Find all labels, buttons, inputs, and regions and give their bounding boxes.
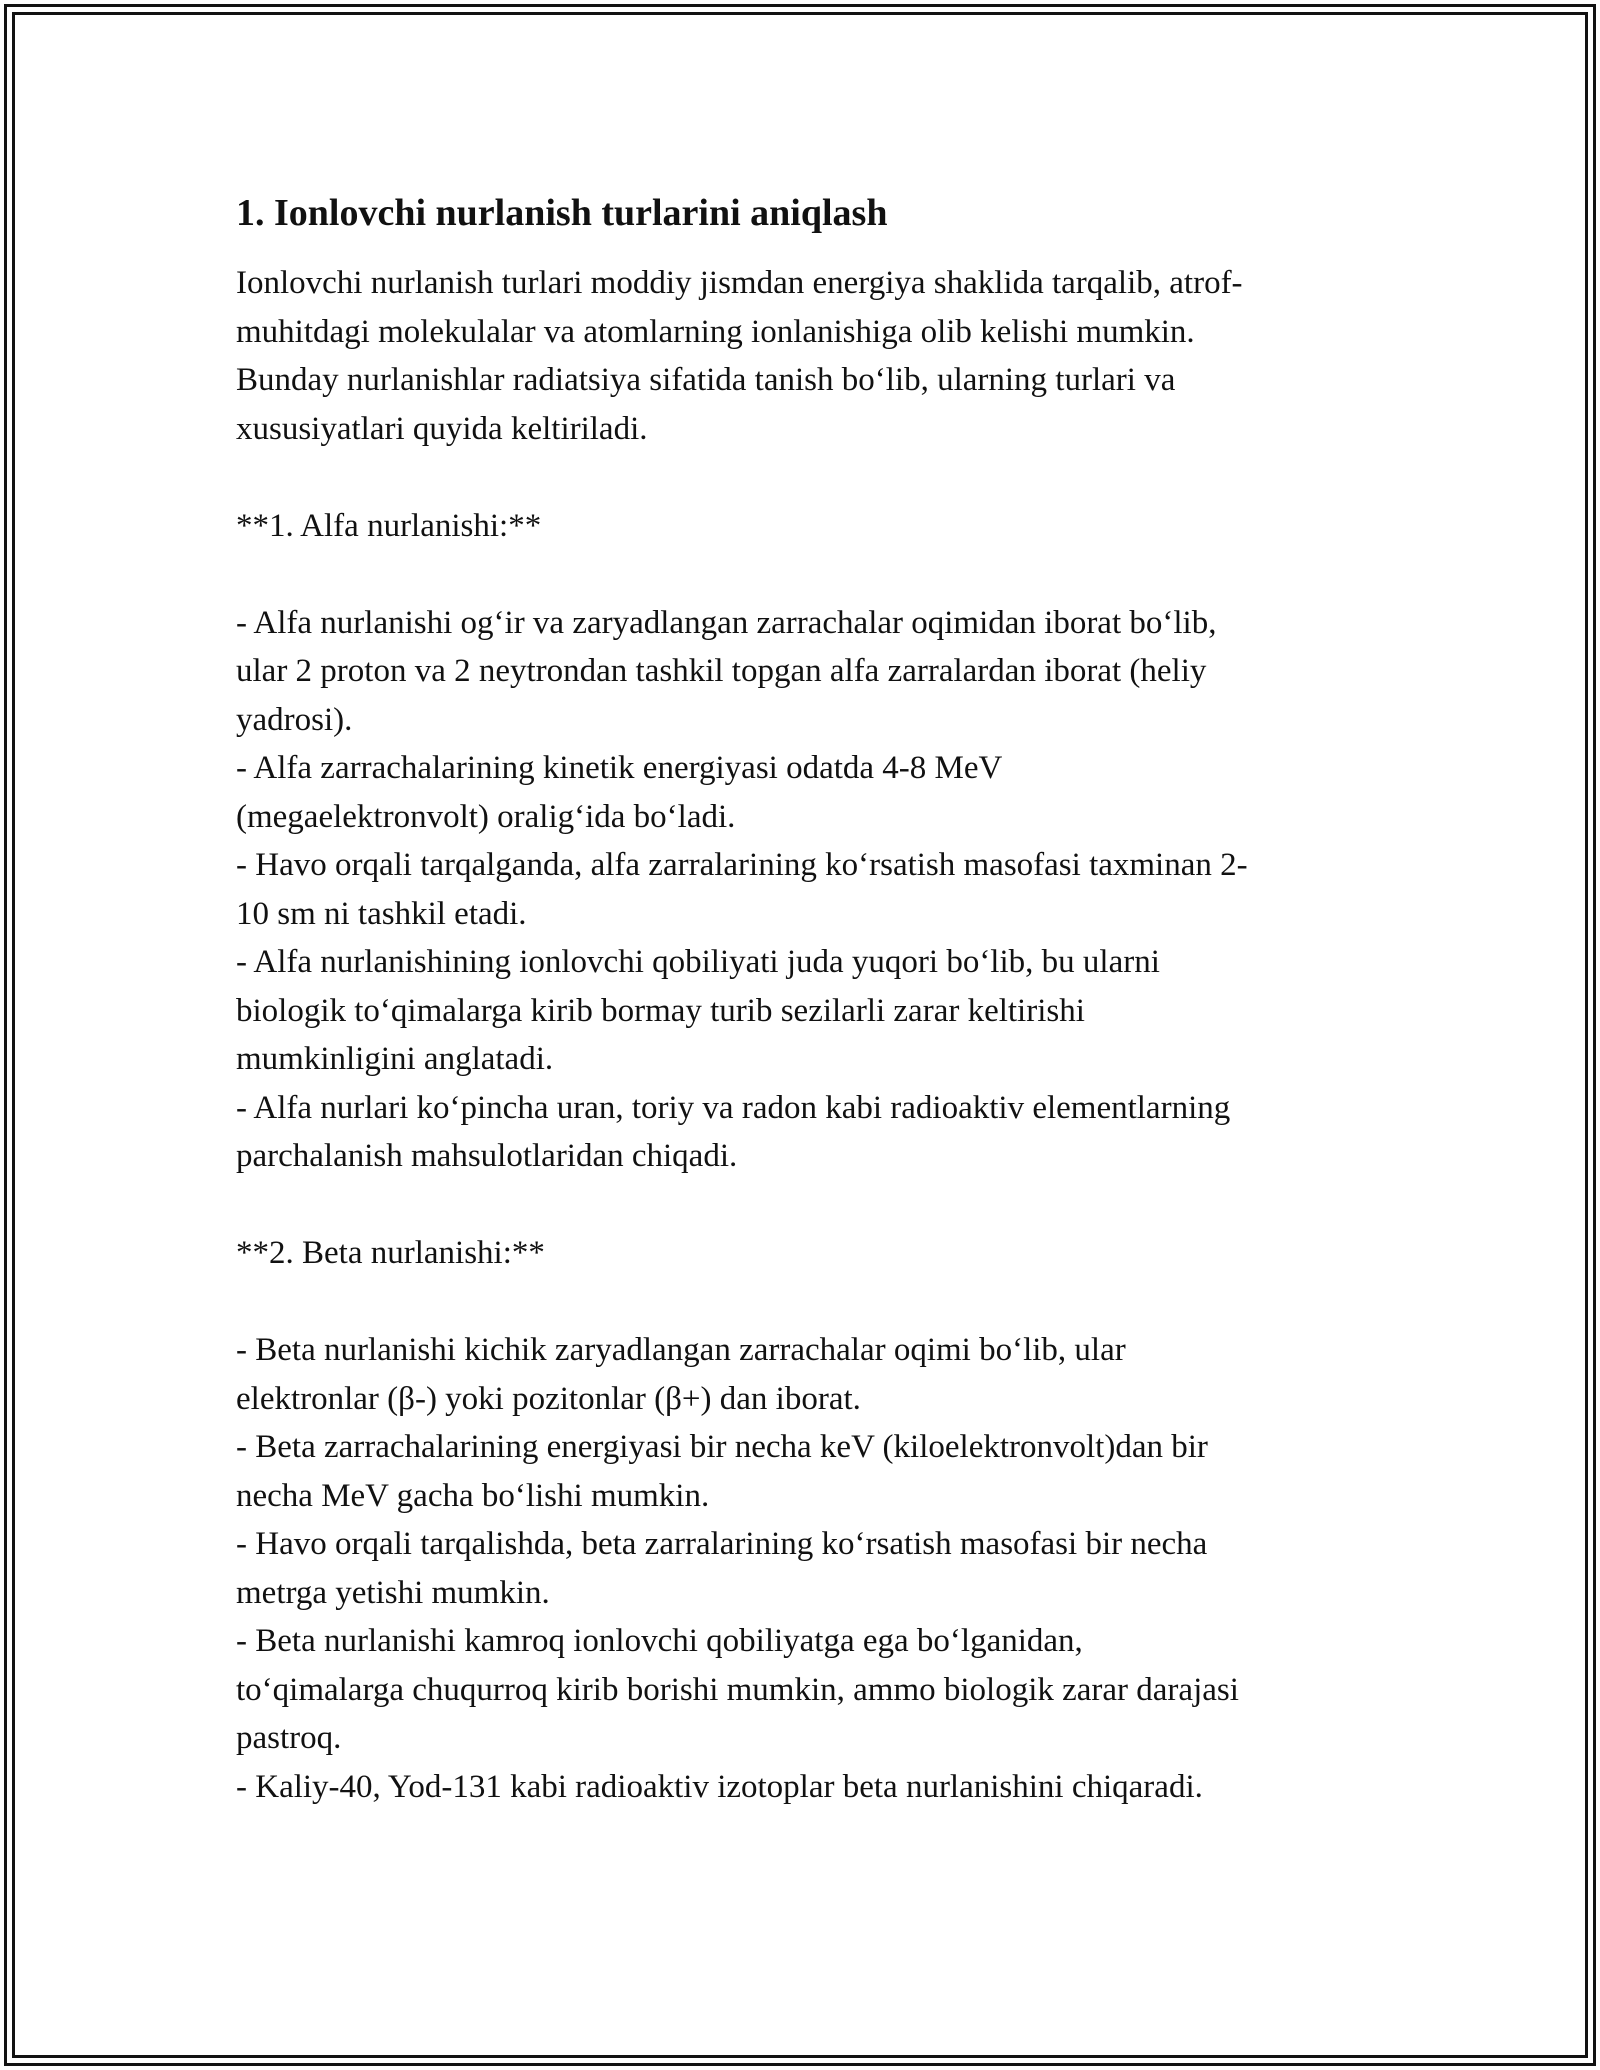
alfa-line: mumkinligini anglatadi. xyxy=(236,1041,554,1077)
blank-line xyxy=(236,453,1376,502)
alfa-line: - Alfa nurlari ko‘pincha uran, toriy va radon kabi radioaktiv elementlarning xyxy=(236,1089,1231,1126)
beta-list xyxy=(236,1326,1376,1811)
beta-line: elektronlar (β-) yoki pozitonlar (β+) dan iborat. xyxy=(236,1380,861,1417)
blank-line xyxy=(236,1181,1376,1230)
section-heading-alfa: **1. Alfa nurlanishi:** xyxy=(236,507,542,544)
alfa-line: - Alfa zarrachalarining kinetik energiyasi odatda 4-8 MeV xyxy=(236,750,1003,786)
intro-line: xususiyatlari quyida keltiriladi. xyxy=(236,410,648,447)
beta-line: - Havo orqali tarqalishda, beta zarralarining ko‘rsatish masofasi bir necha xyxy=(236,1526,1208,1562)
beta-line: to‘qimalarga chuqurroq kirib borishi mumkin, ammo biologik zarar darajasi xyxy=(236,1671,1239,1708)
alfa-line: 10 sm ni tashkil etadi. xyxy=(236,895,527,932)
beta-line: metrga yetishi mumkin. xyxy=(236,1574,550,1611)
section-heading-beta: **2. Beta nurlanishi:** xyxy=(236,1235,545,1271)
intro-line: Ionlovchi nurlanish turlari moddiy jismdan energiya shaklida tarqalib, atrof- xyxy=(236,265,1243,301)
intro-paragraph xyxy=(236,259,1376,453)
alfa-line: parchalanish mahsulotlaridan chiqadi. xyxy=(236,1138,738,1174)
alfa-line: yadrosi). xyxy=(236,701,353,738)
alfa-line: - Alfa nurlanishi og‘ir va zaryadlangan zarrachalar oqimidan iborat bo‘lib, xyxy=(236,604,1217,641)
alfa-list xyxy=(236,599,1376,1181)
alfa-line: ular 2 proton va 2 neytrondan tashkil topgan alfa zarralardan iborat (heliy xyxy=(236,653,1207,689)
beta-line: - Kaliy-40, Yod-131 kabi radioaktiv izotoplar beta nurlanishini chiqaradi. xyxy=(236,1768,1203,1805)
beta-line: - Beta nurlanishi kamroq ionlovchi qobiliyatga ega bo‘lganidan, xyxy=(236,1623,1083,1659)
beta-line: - Beta zarrachalarining energiyasi bir necha keV (kiloelektronvolt)dan bir xyxy=(236,1429,1208,1465)
alfa-line: - Havo orqali tarqalganda, alfa zarralarining ko‘rsatish masofasi taxminan 2- xyxy=(236,847,1248,883)
beta-line: pastroq. xyxy=(236,1720,342,1756)
intro-line: muhitdagi molekulalar va atomlarning ionlanishiga olib kelishi mumkin. xyxy=(236,313,1195,350)
blank-line xyxy=(236,1278,1376,1327)
document-title: 1. Ionlovchi nurlanish turlarini aniqlash xyxy=(236,192,888,234)
intro-line: Bunday nurlanishlar radiatsiya sifatida tanish bo‘lib, ularning turlari va xyxy=(236,362,1176,398)
alfa-line: biologik to‘qimalarga kirib bormay turib sezilarli zarar keltirishi xyxy=(236,992,1085,1029)
beta-line: - Beta nurlanishi kichik zaryadlangan zarrachalar oqimi bo‘lib, ular xyxy=(236,1332,1126,1368)
document-body xyxy=(236,185,1376,1811)
alfa-line: - Alfa nurlanishining ionlovchi qobiliyati juda yuqori bo‘lib, bu ularni xyxy=(236,944,1160,980)
blank-line xyxy=(236,550,1376,599)
alfa-line: (megaelektronvolt) oralig‘ida bo‘ladi. xyxy=(236,798,736,835)
beta-line: necha MeV gacha bo‘lishi mumkin. xyxy=(236,1477,710,1514)
